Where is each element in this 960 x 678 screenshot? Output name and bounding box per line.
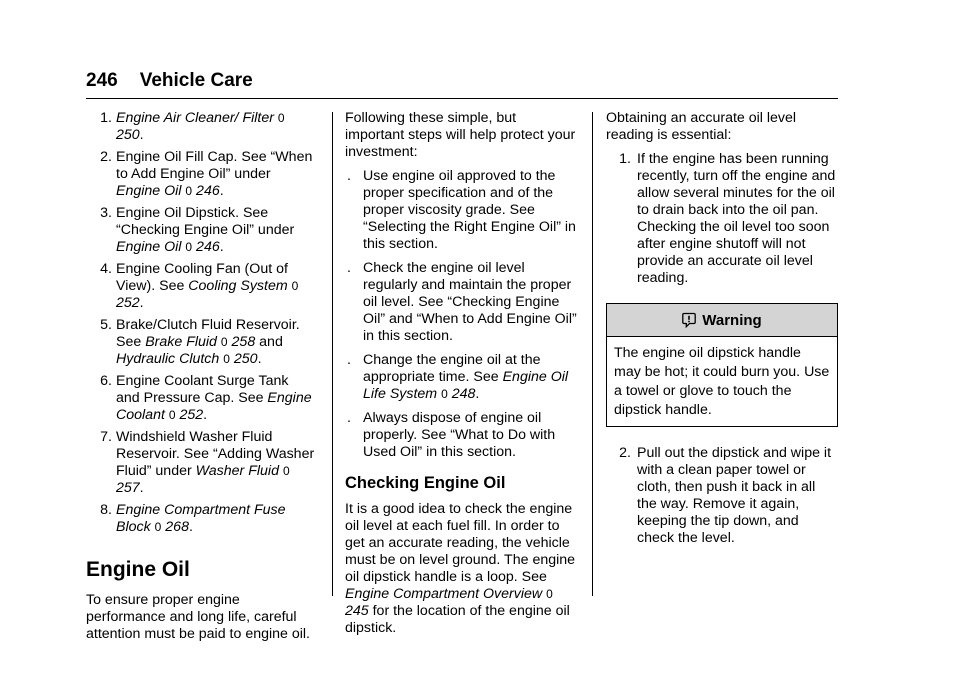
page-reference-icon: 0 — [277, 111, 285, 125]
text-run: . — [219, 183, 224, 199]
bullet-icon: . — [347, 352, 351, 368]
warning-icon — [682, 312, 696, 328]
page-reference-icon: 0 — [291, 279, 299, 293]
cross-reference: Washer Fluid — [195, 463, 279, 479]
page-reference-icon: 0 — [223, 352, 230, 366]
text-run: Windshield Washer Fluid Reservoir. See “Adding Washer Fluid” under — [116, 429, 315, 479]
bullet-icon: . — [347, 260, 351, 276]
text-run: Brake/Clutch Fluid Reservoir. See — [116, 317, 300, 350]
list-item-number: 4. — [100, 261, 112, 277]
text-run: Change the engine oil at the appropriate time. See — [363, 352, 541, 385]
warning-text: The engine oil dipstick handle may be hot; it could burn you. Use a towel or glove to touch the dipstick handle. — [614, 345, 830, 418]
cross-reference: 250 — [116, 127, 140, 143]
cross-reference: Engine Oil — [116, 239, 182, 255]
text-run: Engine Coolant Surge Tank and Pressure Cap. See — [116, 373, 289, 406]
page-header — [86, 70, 253, 92]
page-reference-icon: 0 — [441, 387, 448, 401]
bullet-text — [363, 168, 577, 253]
text-run: Engine Cooling Fan (Out of View). See — [116, 261, 288, 294]
list-item-number: 1. — [100, 110, 112, 126]
column-3 — [606, 110, 838, 547]
list-item — [86, 261, 316, 312]
text-run: . — [139, 480, 144, 496]
text-run: . — [188, 519, 193, 535]
list-item-number: 3. — [100, 205, 112, 221]
list-item-number: 5. — [100, 317, 112, 333]
header-rule — [86, 98, 838, 99]
cross-reference: 246 — [192, 239, 220, 255]
step-2 — [606, 445, 838, 547]
page-reference-icon: 0 — [282, 464, 290, 478]
list-item — [86, 373, 316, 424]
bullet-item — [345, 352, 577, 403]
list-item — [86, 317, 316, 368]
list-item-text — [116, 205, 316, 256]
warning-box — [606, 303, 838, 427]
bullet-list — [345, 168, 577, 461]
section-title: Vehicle Care — [139, 70, 253, 91]
cross-reference: 248 — [447, 386, 476, 402]
list-item-text — [116, 149, 316, 200]
bullet-item — [345, 168, 577, 253]
step-1 — [606, 151, 838, 287]
column-divider — [332, 112, 333, 596]
warning-title: Warning — [702, 311, 762, 329]
list-item-number: 6. — [100, 373, 112, 389]
bullet-text — [363, 352, 577, 403]
bullet-item — [345, 260, 577, 345]
list-item-text — [116, 261, 316, 312]
text-run: . — [139, 295, 144, 311]
cross-reference: 257 — [116, 480, 140, 496]
list-item — [86, 110, 316, 144]
bullet-icon: . — [347, 168, 351, 184]
text-run: . — [139, 127, 144, 143]
list-item — [86, 502, 316, 536]
page-reference-icon: 0 — [185, 184, 193, 198]
text-run: . — [203, 407, 208, 423]
text-run: Always dispose of engine oil properly. See “What to Do with Used Oil” in this section. — [363, 410, 556, 460]
cross-reference: Brake Fluid — [145, 334, 217, 350]
cross-reference: 252 — [116, 295, 140, 311]
cross-reference: Engine Oil Life System — [363, 369, 569, 402]
text-run: for the location of the engine oil dipstick. — [345, 603, 570, 636]
text-run: . — [475, 386, 480, 402]
column-divider — [592, 112, 593, 596]
text-run: and — [255, 334, 283, 350]
page-number: 246 — [86, 70, 118, 91]
list-item — [86, 429, 316, 497]
list-item-text — [116, 429, 316, 497]
cross-reference: 268 — [161, 519, 189, 535]
cross-reference: Engine Compartment Overview — [345, 586, 543, 602]
list-item — [86, 205, 316, 256]
text-run: . — [219, 239, 224, 255]
text-run: It is a good idea to check the engine oil level at each fuel fill. In order to get an accurate reading, the vehicle must be on level ground. The engine oil dipstick handle is a loop. See — [345, 501, 576, 585]
list-item-number: 7. — [100, 429, 112, 445]
cross-reference: Engine Compartment Fuse Block — [116, 502, 286, 535]
cross-reference: 245 — [345, 603, 369, 619]
step-number: 2. — [619, 445, 631, 461]
cross-reference: Engine Coolant — [116, 390, 312, 423]
text-run: . — [257, 351, 262, 367]
cross-reference: Engine Oil — [116, 183, 182, 199]
text-run: Engine Oil Dipstick. See “Checking Engine Oil” under — [116, 205, 295, 238]
text-run: Use engine oil approved to the proper specification and of the proper viscosity grade. See “Selecting the Right Engine Oil” in this section. — [363, 168, 576, 252]
step-number: 1. — [619, 151, 631, 167]
page-reference-icon: 0 — [185, 240, 193, 254]
component-list — [86, 110, 316, 536]
list-item-text — [116, 373, 316, 424]
bullet-icon: . — [347, 410, 351, 426]
cross-reference: Engine Air Cleaner/ Filter — [116, 110, 274, 126]
list-item-number: 8. — [100, 502, 112, 518]
checking-engine-oil-heading: Checking Engine Oil — [345, 474, 506, 492]
bullet-text — [363, 260, 577, 345]
engine-oil-heading: Engine Oil — [86, 558, 190, 581]
column-1 — [86, 110, 316, 643]
column-2-intro: Following these simple, but important steps will help protect your investment: — [345, 110, 576, 160]
checking-engine-oil-paragraph — [345, 501, 577, 637]
column-2 — [345, 110, 577, 637]
step-text: Pull out the dipstick and wipe it with a clean paper towel or cloth, then push it back in all the way. Remove it again, keeping the tip down, and check the level. — [637, 445, 832, 546]
cross-reference: Hydraulic Clutch — [116, 351, 220, 367]
cross-reference: Cooling System — [188, 278, 288, 294]
page-reference-icon: 0 — [546, 587, 553, 601]
page-reference-icon: 0 — [168, 408, 176, 422]
warning-header — [607, 304, 837, 337]
page-reference-icon: 0 — [154, 520, 162, 534]
cross-reference: 250 — [229, 351, 258, 367]
cross-reference: 252 — [175, 407, 204, 423]
page-reference-icon: 0 — [220, 335, 228, 349]
bullet-text — [363, 410, 577, 461]
list-item — [86, 149, 316, 200]
list-item-number: 2. — [100, 149, 112, 165]
list-item-text — [116, 502, 316, 536]
engine-oil-intro: To ensure proper engine performance and long life, careful attention must be paid to engine oil. — [86, 592, 311, 642]
list-item-text — [116, 317, 316, 368]
text-run: Engine Oil Fill Cap. See “When to Add Engine Oil” under — [116, 149, 313, 182]
cross-reference: 258 — [227, 334, 256, 350]
bullet-item — [345, 410, 577, 461]
column-3-intro: Obtaining an accurate oil level reading is essential: — [606, 110, 797, 143]
cross-reference: 246 — [192, 183, 220, 199]
list-item-text — [116, 110, 316, 144]
text-run: Check the engine oil level regularly and maintain the proper oil level. See “Checking Engine Oil” and “When to Add Engine Oil” in this section. — [363, 260, 577, 344]
step-text: If the engine has been running recently, turn off the engine and allow several minutes for the oil to drain back into the oil pan. Checking the oil level too soon after engine shutoff will not provide an accurate oil level reading. — [637, 151, 836, 286]
